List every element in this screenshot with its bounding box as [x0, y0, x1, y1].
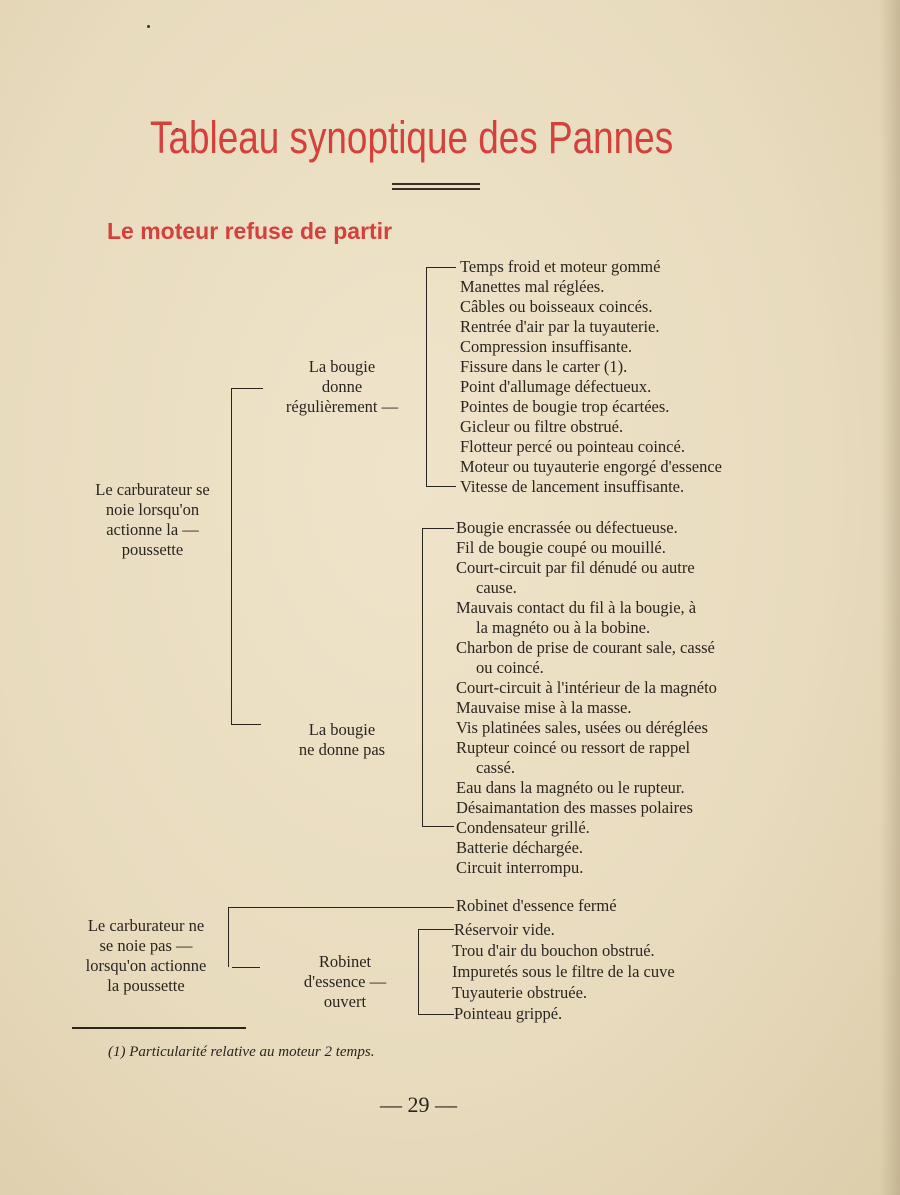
list-item: Batterie déchargée. — [456, 838, 584, 857]
list-item: Tuyauterie obstruée. — [452, 983, 588, 1002]
label-line: lorsqu'on actionne — [85, 956, 207, 975]
bracket-vertical-ne-noie-pas — [228, 907, 229, 967]
label-line: Robinet — [318, 952, 372, 971]
bracket-vertical-reguliere — [426, 267, 427, 486]
list-item: Gicleur ou filtre obstrué. — [460, 417, 624, 436]
list-item: Réservoir vide. — [454, 920, 555, 939]
list-item: Mauvais contact du fil à la bougie, à — [456, 598, 697, 617]
list-item: Point d'allumage défectueux. — [460, 377, 652, 396]
list-item: la magnéto ou à la bobine. — [476, 618, 651, 637]
bracket-vertical-robinet-ouvert — [418, 929, 419, 1014]
label-line: ouvert — [323, 992, 367, 1011]
bracket-vertical-noie — [231, 388, 232, 724]
list-item: Câbles ou boisseaux coincés. — [460, 297, 653, 316]
label-line: La bougie — [308, 720, 376, 739]
page-number: — 29 — — [380, 1092, 457, 1117]
bracket-tick — [422, 826, 454, 827]
list-item: cause. — [476, 578, 517, 597]
list-item: Compression insuffisante. — [460, 337, 633, 356]
label-line: d'essence — — [303, 972, 387, 991]
list-item: Pointes de bougie trop écartées. — [460, 397, 670, 416]
title-rule-bottom — [392, 188, 480, 190]
list-item: Fil de bougie coupé ou mouillé. — [456, 538, 666, 557]
list-item: Condensateur grillé. — [456, 818, 590, 837]
bracket-tick — [232, 967, 260, 968]
list-item: Rentrée d'air par la tuyauterie. — [460, 317, 660, 336]
section-subtitle: Le moteur refuse de partir — [107, 218, 393, 244]
cause-robinet-ferme: Robinet d'essence fermé — [456, 896, 617, 915]
bracket-tick — [422, 528, 454, 529]
bracket-tick — [418, 1014, 454, 1015]
label-line: ne donne pas — [298, 740, 386, 759]
list-item: ou coincé. — [476, 658, 544, 677]
list-item: Manettes mal réglées. — [460, 277, 605, 296]
list-item: Charbon de prise de courant sale, cassé — [456, 638, 715, 657]
ink-speck — [147, 25, 150, 28]
label-line: poussette — [121, 540, 184, 559]
list-item: Mauvaise mise à la masse. — [456, 698, 632, 717]
list-item: Moteur ou tuyauterie engorgé d'essence — [460, 457, 722, 476]
label-line: noie lorsqu'on — [105, 500, 200, 519]
bracket-tick — [426, 486, 456, 487]
bracket-line-robinet-ferme — [228, 907, 454, 908]
footnote: (1) Particularité relative au moteur 2 temps. — [108, 1044, 375, 1060]
list-item: Pointeau grippé. — [454, 1004, 563, 1023]
list-item: Impuretés sous le filtre de la cuve — [452, 962, 675, 981]
list-item: cassé. — [476, 758, 515, 777]
bracket-vertical-ne-donne-pas — [422, 528, 423, 826]
label-line: régulièrement — — [285, 397, 399, 416]
bracket-tick — [418, 929, 454, 930]
list-item: Désaimantation des masses polaires — [456, 798, 693, 817]
list-item: Eau dans la magnéto ou le rupteur. — [456, 778, 685, 797]
bracket-tick — [231, 388, 263, 389]
page-edge-shadow — [880, 0, 900, 1195]
list-item: Trou d'air du bouchon obstrué. — [452, 941, 655, 960]
label-line: se noie pas — — [99, 936, 193, 955]
page-title: Tableau synoptique des Pannes — [150, 112, 674, 163]
footnote-rule — [72, 1027, 246, 1029]
label-line: Le carburateur se — [95, 480, 210, 499]
list-item: Bougie encrassée ou défectueuse. — [456, 518, 678, 537]
label-line: donne — [321, 377, 363, 396]
bracket-tick — [426, 267, 456, 268]
list-item: Vis platinées sales, usées ou déréglées — [456, 718, 708, 737]
list-item: Rupteur coincé ou ressort de rappel — [456, 738, 691, 757]
label-line: la poussette — [107, 976, 185, 995]
label-line: La bougie — [308, 357, 376, 376]
list-item: Vitesse de lancement insuffisante. — [460, 477, 685, 496]
title-rule-top — [392, 183, 480, 185]
label-line: actionne la — — [106, 520, 199, 539]
label-line: Le carburateur ne — [87, 916, 205, 935]
list-item: Fissure dans le carter (1). — [460, 357, 628, 376]
bracket-tick — [231, 724, 261, 725]
list-item: Circuit interrompu. — [456, 858, 584, 877]
list-item: Court-circuit à l'intérieur de la magnéto — [456, 678, 717, 697]
list-item: Court-circuit par fil dénudé ou autre — [456, 558, 695, 577]
list-item: Flotteur percé ou pointeau coincé. — [460, 437, 685, 456]
list-item: Temps froid et moteur gommé — [460, 257, 661, 276]
